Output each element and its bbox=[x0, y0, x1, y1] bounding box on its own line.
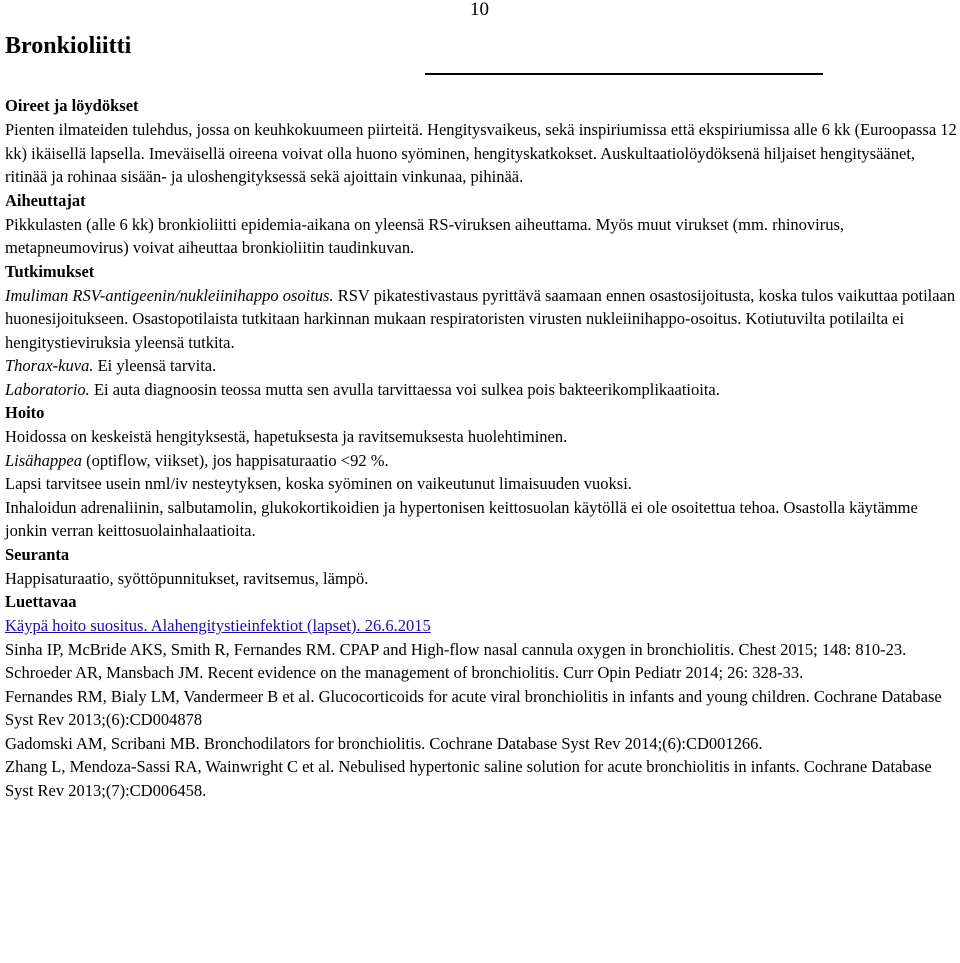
heading-hoito: Hoito bbox=[5, 403, 45, 422]
hoito-line-1: Hoidossa on keskeistä hengityksestä, hapetuksesta ja ravitsemuksesta huolehtiminen. bbox=[5, 427, 568, 446]
title-rule bbox=[425, 73, 823, 75]
tutkimukset-p3-text: Ei auta diagnoosin teossa mutta sen avulla tarvittaessa voi sulkea pois bakteerikomplikaatioita. bbox=[89, 379, 720, 399]
hoito-l2-italic: Lisähappea bbox=[5, 450, 83, 470]
aiheuttajat-text: Pikkulasten (alle 6 kk) bronkioliitti epidemia-aikana on yleensä RS-viruksen aiheuttama. Myös muut virukset (mm. rhinovirus, metapneumovirus) voivat aiheuttaa bronkioliitin taudinkuvan. bbox=[5, 214, 845, 257]
tutkimukset-paragraph-2 bbox=[5, 354, 957, 378]
hoito-line-2 bbox=[5, 449, 957, 473]
tutkimukset-paragraph-1 bbox=[5, 284, 957, 355]
reference-1: Sinha IP, McBride AKS, Smith R, Fernandes RM. CPAP and High-flow nasal cannula oxygen in bronchiolitis. Chest 2015; 148: 810-23. bbox=[5, 639, 907, 659]
tutkimukset-p2-text: Ei yleensä tarvita. bbox=[93, 356, 217, 375]
hoito-l2-text: (optiflow, viikset), jos happisaturaatio <92 %. bbox=[82, 450, 389, 470]
tutkimukset-paragraph-3 bbox=[5, 378, 957, 402]
hoito-line-3: Lapsi tarvitsee usein nml/iv nesteytyksen, koska syöminen on vaikeutunut limaisuuden vuoksi. bbox=[5, 474, 632, 493]
kaypa-hoito-link[interactable]: Käypä hoito suositus. Alahengitystieinfektiot (lapset). 26.6.2015 bbox=[5, 616, 431, 635]
heading-seuranta: Seuranta bbox=[5, 544, 70, 564]
tutkimukset-p1-text: RSV pikatestivastaus pyrittävä saamaan ennen osastosijoitusta, koska tulos vaikuttaa potilaan huonesijoitukseen. Osastopotilaista tutkitaan harkinnan mukaan respiratoristen virusten nukleiinihappo-osoitus. Kotiutuvilta potilailta ei hengitystieviruksia yleensä tutkita. bbox=[5, 285, 956, 352]
seuranta-text: Happisaturaatio, syöttöpunnitukset, ravitsemus, lämpö. bbox=[5, 568, 369, 588]
tutkimukset-p3-italic: Laboratorio. bbox=[5, 379, 90, 399]
tutkimukset-p2-italic: Thorax-kuva. bbox=[5, 356, 94, 375]
hoito-line-4: Inhaloidun adrenaliinin, salbutamolin, glukokortikoidien ja hypertonisen keittosuolan käytöllä ei ole osoitettua tehoa. Osastolla käytämme jonkin verran keittosuolainhalaatioita. bbox=[5, 497, 918, 540]
heading-tutkimukset: Tutkimukset bbox=[5, 261, 95, 281]
reference-3: Fernandes RM, Bialy LM, Vandermeer B et al. Glucocorticoids for acute viral bronchiolitis in infants and young children. Cochrane Database Syst Rev 2013;(6):CD004878 bbox=[5, 686, 942, 729]
reference-4: Gadomski AM, Scribani MB. Bronchodilators for bronchiolitis. Cochrane Database Syst Rev 2014;(6):CD001266. bbox=[5, 733, 763, 753]
heading-aiheuttajat: Aiheuttajat bbox=[5, 190, 86, 210]
page-title: Bronkioliitti bbox=[5, 33, 132, 59]
reference-5: Zhang L, Mendoza-Sassi RA, Wainwright C et al. Nebulised hypertonic saline solution for acute bronchiolitis in infants. Cochrane Database Syst Rev 2013;(7):CD006458. bbox=[5, 757, 932, 800]
heading-oireet: Oireet ja löydökset bbox=[5, 96, 139, 115]
tutkimukset-p1-italic: Imuliman RSV-antigeenin/nukleiinihappo osoitus. bbox=[5, 285, 334, 305]
heading-luettavaa: Luettavaa bbox=[5, 592, 77, 611]
oireet-text: Pienten ilmateiden tulehdus, jossa on keuhkokuumeen piirteitä. Hengitysvaikeus, sekä inspiriumissa että ekspiriumissa alle 6 kk (Euroopassa 12 kk) ikäisellä lapsella. Imeväisellä oireena voivat olla huono syöminen, hengityskatkokset. Auskultaatiolöydöksenä hiljaiset hengitysäänet, ritinää ja rohinaa sisään- ja uloshengityksessä sekä ajoittain vinkunaa, pihinää. bbox=[5, 120, 957, 186]
document-body bbox=[5, 94, 957, 802]
kaypa-hoito-link-line bbox=[5, 614, 957, 638]
page-number: 10 bbox=[470, 0, 489, 20]
reference-2: Schroeder AR, Mansbach JM. Recent evidence on the management of bronchiolitis. Curr Opin Pediatr 2014; 26: 328-33. bbox=[5, 663, 804, 682]
